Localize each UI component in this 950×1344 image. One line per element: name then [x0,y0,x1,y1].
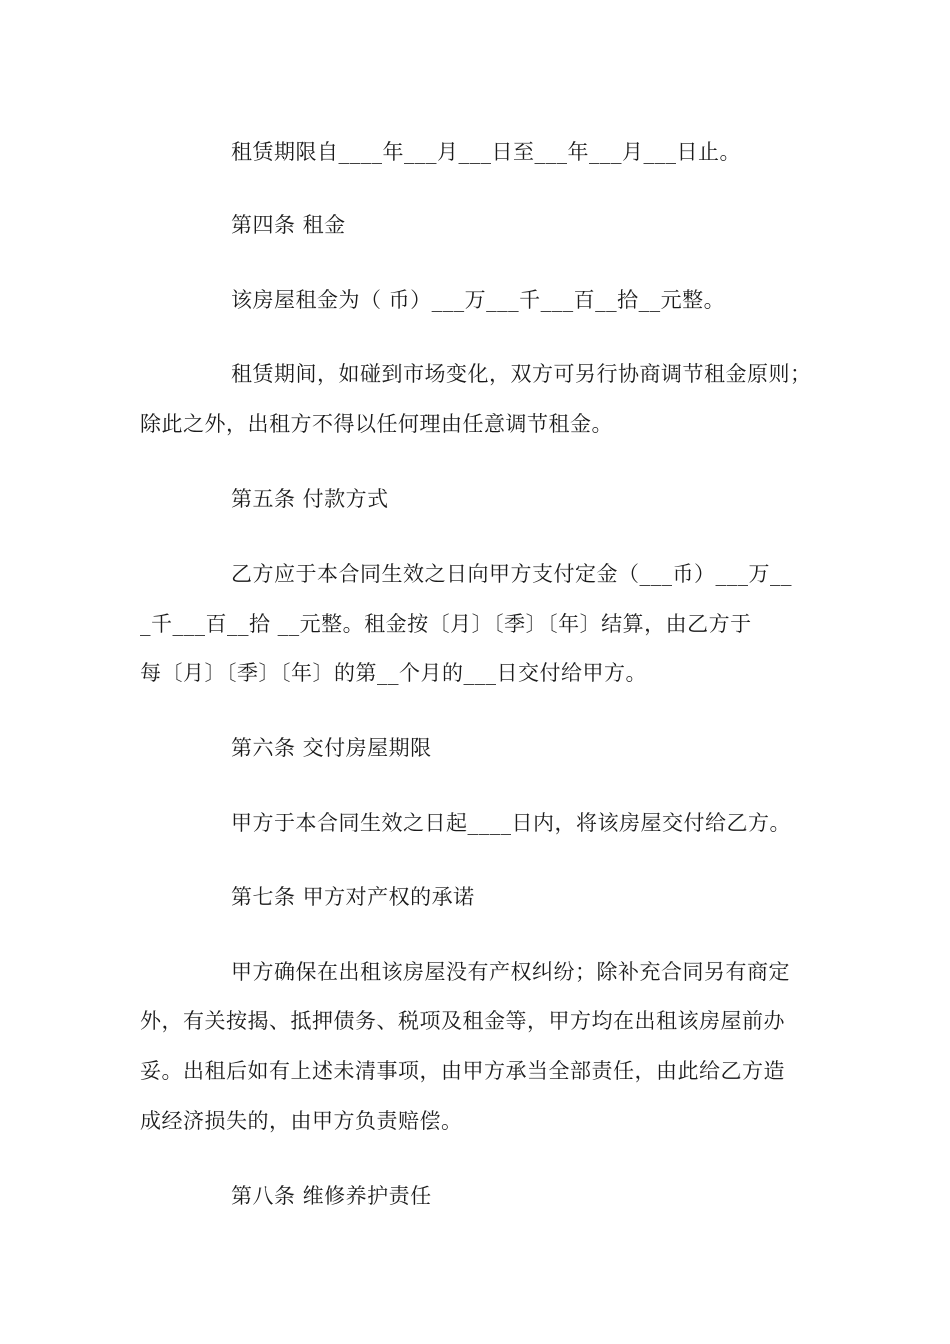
article-6-heading: 第六条 交付房屋期限 [231,736,432,760]
rent-amount-line: 该房屋租金为（ 币）___万___千___百__拾__元整。 [231,288,726,312]
payment-line-3: 每〔月〕〔季〕〔年〕的第__个月的___日交付给甲方。 [140,661,647,685]
title-promise-line-3: 妥。出租后如有上述未清事项，由甲方承当全部责任，由此给乙方造 [140,1059,785,1083]
payment-line-2: _千___百__拾 __元整。租金按〔月〕〔季〕〔年〕结算，由乙方于 [140,612,752,636]
payment-line-1: 乙方应于本合同生效之日向甲方支付定金（___币）___万__ [231,562,792,586]
rent-adjust-line-2: 除此之外，出租方不得以任何理由任意调节租金。 [140,412,613,436]
article-5-heading: 第五条 付款方式 [231,487,389,511]
title-promise-line-4: 成经济损失的，由甲方负责赔偿。 [140,1109,463,1133]
article-8-heading: 第八条 维修养护责任 [231,1184,432,1208]
title-promise-line-2: 外，有关按揭、抵押债务、税项及租金等，甲方均在出租该房屋前办 [140,1009,785,1033]
delivery-line: 甲方于本合同生效之日起____日内，将该房屋交付给乙方。 [231,811,791,835]
lease-term-line: 租赁期限自____年___月___日至___年___月___日止。 [231,140,741,164]
title-promise-line-1: 甲方确保在出租该房屋没有产权纠纷；除补充合同另有商定 [231,960,790,984]
rent-adjust-line-1: 租赁期间，如碰到市场变化，双方可另行协商调节租金原则； [231,362,812,386]
article-7-heading: 第七条 甲方对产权的承诺 [231,885,475,909]
article-4-heading: 第四条 租金 [231,213,346,237]
